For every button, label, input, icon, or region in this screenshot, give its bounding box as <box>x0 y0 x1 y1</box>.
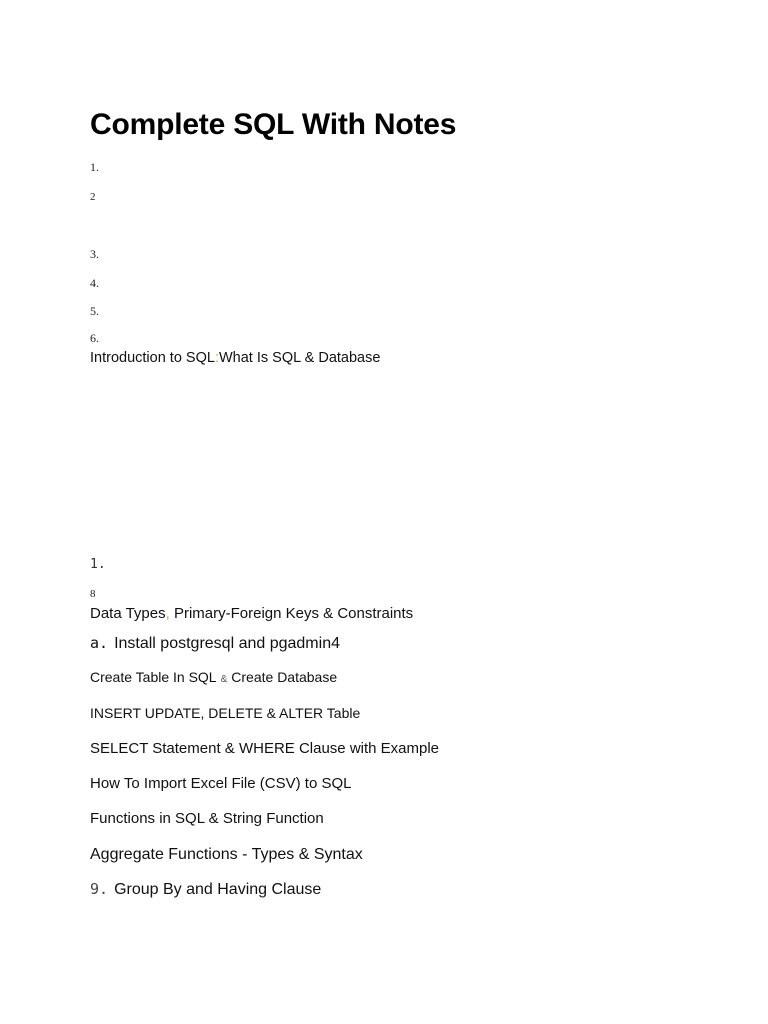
topic-group-by <box>90 880 321 899</box>
topic-insert-update: INSERT UPDATE, DELETE & ALTER Table <box>90 705 361 721</box>
data-types-separator: , <box>165 605 170 622</box>
install-text: Install postgresql and pgadmin4 <box>114 635 340 652</box>
topic-create-table <box>90 669 337 685</box>
topic-import-csv: How To Import Excel File (CSV) to SQL <box>90 775 352 792</box>
list-number-2: 2 <box>90 191 96 203</box>
data-types-part2: Primary-Foreign Keys & Constraints <box>169 605 414 622</box>
group-by-text: Group By and Having Clause <box>114 881 322 898</box>
document-title: Complete SQL With Notes <box>90 108 457 141</box>
topic-aggregate <box>90 846 363 864</box>
topic-data-types <box>90 605 413 622</box>
aggregate-part2: Types & Syntax <box>251 846 363 863</box>
topic-functions: Functions in SQL & String Function <box>90 810 324 827</box>
intro-part1: Introduction to SQL <box>90 350 215 366</box>
list-number-6: 6. <box>90 331 99 345</box>
topic-select: SELECT Statement & WHERE Clause with Example <box>90 740 440 757</box>
create-table-part1: Create Table In SQL <box>90 669 217 685</box>
group-by-prefix: 9. <box>90 880 109 898</box>
intro-line <box>90 350 380 366</box>
list-number-mid-1: 1. <box>90 557 106 572</box>
topic-install <box>90 634 340 653</box>
data-types-part1: Data Types <box>90 605 166 622</box>
aggregate-part1: Aggregate Functions <box>90 846 238 863</box>
list-number-3: 3. <box>90 247 99 261</box>
create-table-part2: Create Database <box>231 669 338 685</box>
list-number-5: 5. <box>90 304 99 318</box>
create-table-amp: & <box>220 674 228 685</box>
list-number-mid-8: 8 <box>90 588 96 600</box>
aggregate-separator: - <box>237 846 252 863</box>
install-prefix: a. <box>90 634 109 652</box>
intro-separator: : <box>214 350 219 366</box>
list-number-4: 4. <box>90 276 99 290</box>
intro-part2: What Is SQL & Database <box>218 350 381 366</box>
list-number-1: 1. <box>90 160 99 174</box>
